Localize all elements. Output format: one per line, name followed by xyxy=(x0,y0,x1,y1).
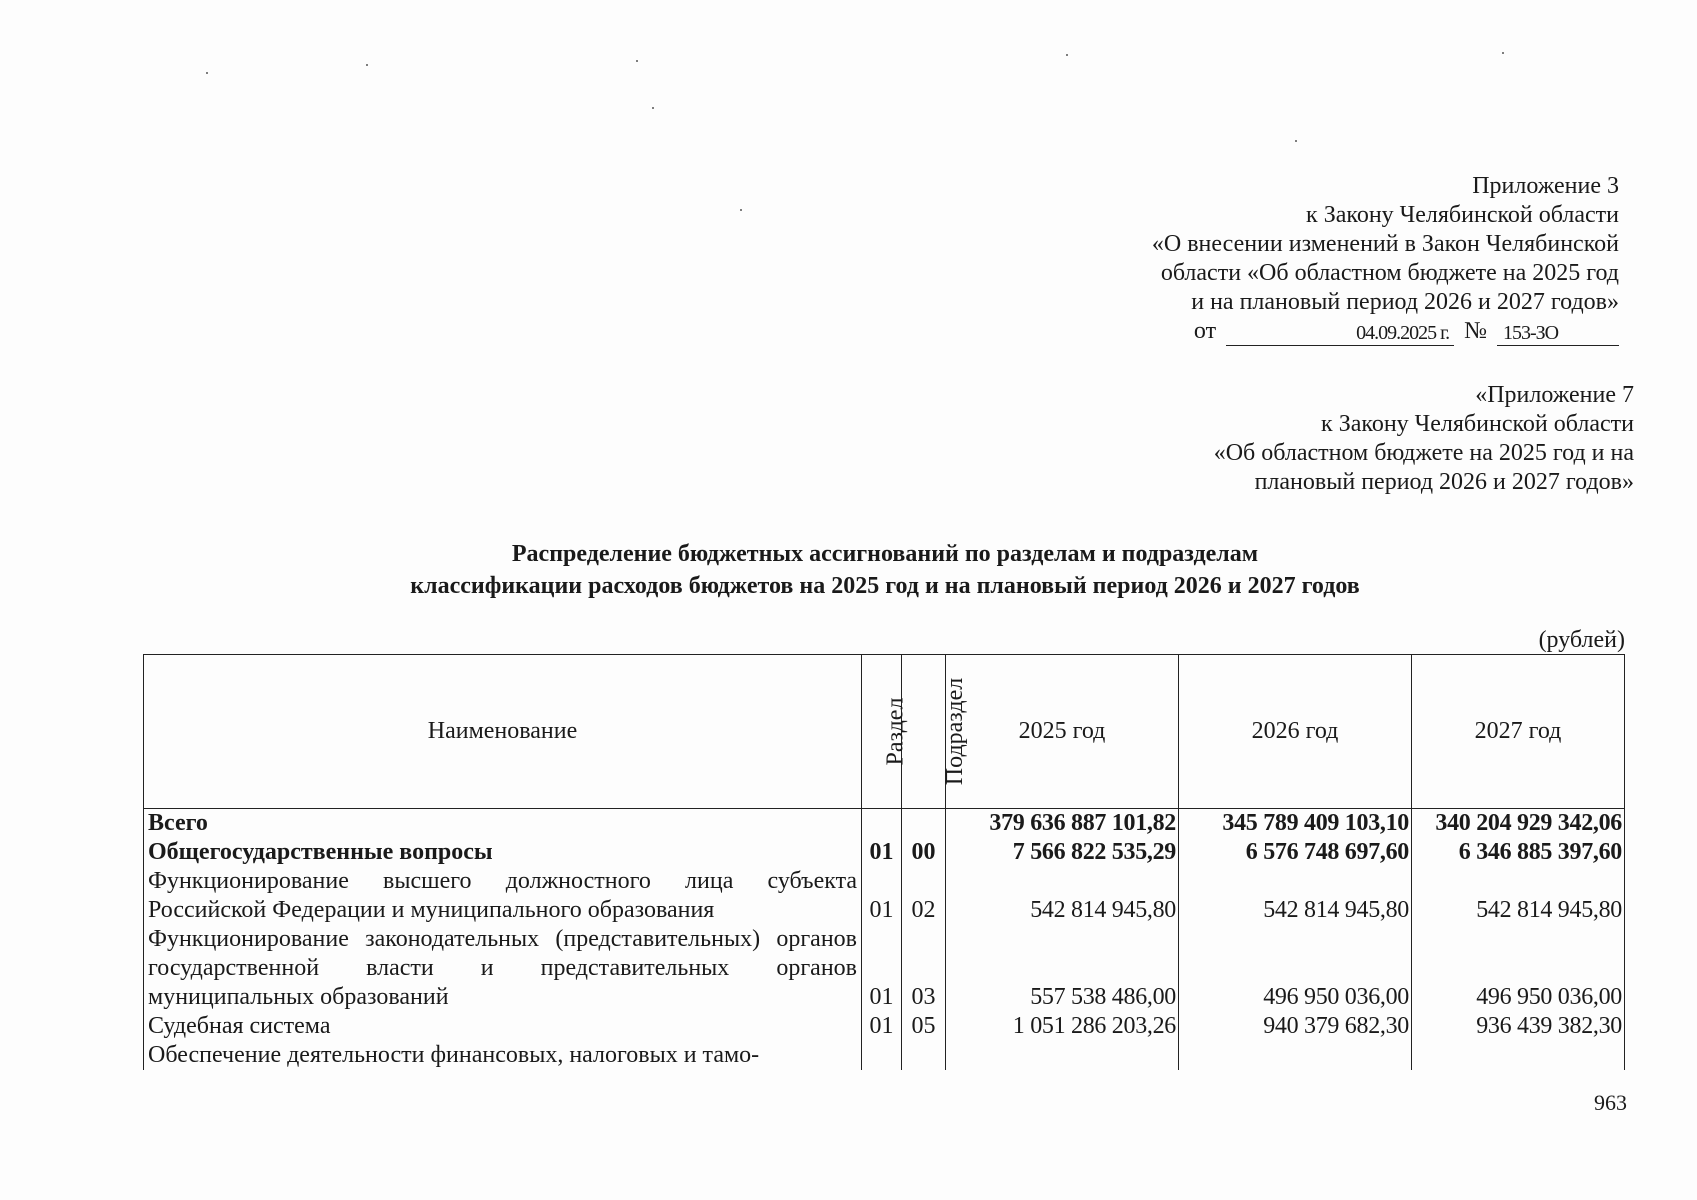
row-2025: 542 814 945,80 xyxy=(946,867,1179,925)
row-name: Функционирование законодательных (представительных) органов государственной власти и представительных органов муниципальных образований xyxy=(144,925,862,1012)
row-2027: 496 950 036,00 xyxy=(1412,925,1625,1012)
row-2027: 542 814 945,80 xyxy=(1412,867,1625,925)
table-row xyxy=(144,809,1625,839)
row-section: 01 xyxy=(862,867,902,925)
row-subsection: 00 xyxy=(902,838,946,867)
row-2026: 542 814 945,80 xyxy=(1179,867,1412,925)
col-header-2027: 2027 год xyxy=(1412,655,1625,809)
col-header-2026: 2026 год xyxy=(1179,655,1412,809)
appendix-line: области «Об областном бюджете на 2025 год xyxy=(1160,260,1619,286)
col-header-subsection: Подраздел xyxy=(902,655,946,809)
row-section: 01 xyxy=(862,1012,902,1041)
scan-speck xyxy=(740,209,742,211)
original-appendix-header xyxy=(1214,381,1634,497)
appendix-line: к Закону Челябинской области xyxy=(1306,202,1619,228)
page-number: 963 xyxy=(1594,1090,1627,1115)
row-subsection xyxy=(902,1041,946,1070)
row-name: Общегосударственные вопросы xyxy=(144,838,862,867)
row-name: Судебная система xyxy=(144,1012,862,1041)
row-2026: 6 576 748 697,60 xyxy=(1179,838,1412,867)
budget-table xyxy=(143,654,1625,1070)
row-2026: 496 950 036,00 xyxy=(1179,925,1412,1012)
row-section: 01 xyxy=(862,838,902,867)
appendix-header xyxy=(1152,172,1619,346)
row-section xyxy=(862,809,902,839)
title-line: классификации расходов бюджетов на 2025 год и на плановый период 2026 и 2027 годов xyxy=(410,573,1360,599)
law-date: 04.09.2025 г. xyxy=(1226,321,1454,346)
scan-speck xyxy=(206,72,208,74)
scan-speck xyxy=(366,64,368,66)
appendix-line: «Об областном бюджете на 2025 год и на xyxy=(1213,440,1634,466)
date-prefix: от xyxy=(1193,318,1217,344)
row-name: Всего xyxy=(144,809,862,839)
table-row xyxy=(144,838,1625,867)
number-prefix: № xyxy=(1464,318,1487,344)
row-2027 xyxy=(1412,1041,1625,1070)
row-2025: 379 636 887 101,82 xyxy=(946,809,1179,839)
appendix-line: плановый период 2026 и 2027 годов» xyxy=(1254,469,1634,495)
row-2027: 340 204 929 342,06 xyxy=(1412,809,1625,839)
table-row xyxy=(144,925,1625,1012)
row-name: Обеспечение деятельности финансовых, налоговых и тамо- xyxy=(144,1041,862,1070)
appendix-line: Приложение 3 xyxy=(1472,173,1619,199)
row-2026: 940 379 682,30 xyxy=(1179,1012,1412,1041)
appendix-line: и на плановый период 2026 и 2027 годов» xyxy=(1191,289,1619,315)
appendix-line: к Закону Челябинской области xyxy=(1321,411,1634,437)
scan-speck xyxy=(1066,54,1068,56)
row-2025: 1 051 286 203,26 xyxy=(946,1012,1179,1041)
appendix-line: «Приложение 7 xyxy=(1475,382,1634,408)
law-number: 153-ЗО xyxy=(1497,321,1619,346)
col-header-section: Раздел xyxy=(862,655,902,809)
row-subsection: 03 xyxy=(902,925,946,1012)
units-label: (рублей) xyxy=(1538,627,1625,653)
scan-speck xyxy=(1295,140,1297,142)
row-2026: 345 789 409 103,10 xyxy=(1179,809,1412,839)
table-header-row xyxy=(144,655,1625,809)
appendix-line: «О внесении изменений в Закон Челябинской xyxy=(1151,231,1619,257)
table-row xyxy=(144,1041,1625,1070)
law-signature-line xyxy=(1152,317,1619,346)
row-2025 xyxy=(946,1041,1179,1070)
row-2027: 936 439 382,30 xyxy=(1412,1012,1625,1041)
row-2025: 557 538 486,00 xyxy=(946,925,1179,1012)
row-2027: 6 346 885 397,60 xyxy=(1412,838,1625,867)
row-subsection: 02 xyxy=(902,867,946,925)
row-section: 01 xyxy=(862,925,902,1012)
row-subsection xyxy=(902,809,946,839)
col-header-name: Наименование xyxy=(144,655,862,809)
table-row xyxy=(144,1012,1625,1041)
col-header-2025: 2025 год xyxy=(946,655,1179,809)
scan-speck xyxy=(652,107,654,109)
table-row xyxy=(144,867,1625,925)
row-name: Функционирование высшего должностного лица субъекта Российской Федерации и муниципального образования xyxy=(144,867,862,925)
title-line: Распределение бюджетных ассигнований по разделам и подразделам xyxy=(511,541,1259,567)
row-2026 xyxy=(1179,1041,1412,1070)
row-section xyxy=(862,1041,902,1070)
row-2025: 7 566 822 535,29 xyxy=(946,838,1179,867)
document-title xyxy=(135,538,1635,602)
row-subsection: 05 xyxy=(902,1012,946,1041)
scan-speck xyxy=(636,60,638,62)
scan-speck xyxy=(1502,52,1504,54)
